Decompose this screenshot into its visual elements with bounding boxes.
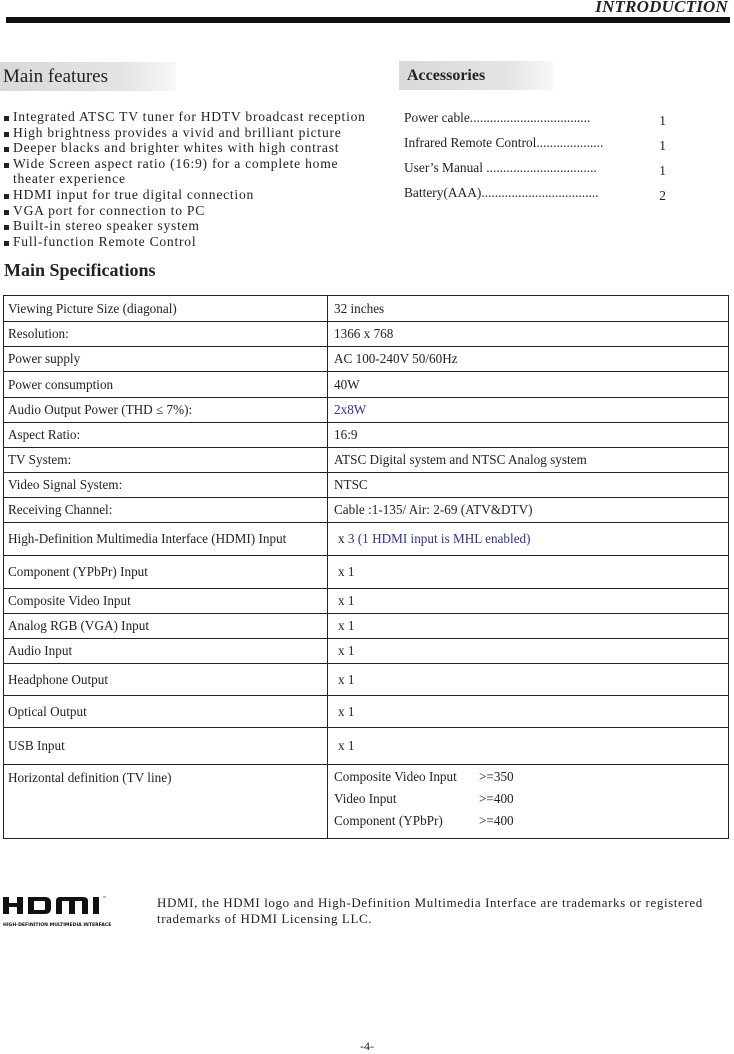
list-item: VGA port for connection to PC — [4, 203, 366, 219]
accessory-item: Power cable.................................... 1 — [404, 110, 666, 128]
accessory-item: User’s Manual ................................. 1 — [404, 160, 666, 178]
list-item: Full-function Remote Control — [4, 234, 366, 250]
table-row: Power supply AC 100-240V 50/60Hz — [4, 347, 729, 372]
list-item: High brightness provides a vivid and brilliant picture — [4, 125, 366, 141]
list-item: Wide Screen aspect ratio (16:9) for a complete home — [4, 156, 366, 172]
list-item-continuation: theater experience — [13, 171, 126, 187]
horizontal-line: Video Input >=400 — [334, 791, 514, 806]
bullet-icon — [4, 194, 9, 199]
table-row: Headphone Output x 1 — [4, 664, 729, 696]
features-list — [4, 109, 366, 249]
table-row: Horizontal definition (TV line) Composite Video Input >=350 Video Input >=400 Component (YPbPr) >=400 — [4, 765, 729, 839]
page-number: -4- — [360, 1039, 374, 1053]
table-row: Audio Input x 1 — [4, 639, 729, 664]
list-item: Deeper blacks and brighter whites with high contrast — [4, 140, 366, 156]
header-rule — [6, 17, 730, 23]
list-item: Built-in stereo speaker system — [4, 218, 366, 234]
specs-title: Main Specifications — [4, 260, 156, 280]
bullet-icon — [4, 132, 9, 137]
bullet-icon — [4, 147, 9, 152]
bullet-icon — [4, 116, 9, 121]
svg-text:HIGH-DEFINITION MULTIMEDIA INT: HIGH-DEFINITION MULTIMEDIA INTERFACE — [3, 923, 112, 928]
table-row: USB Input x 1 — [4, 728, 729, 765]
list-item: HDMI input for true digital connection — [4, 187, 366, 203]
svg-text:™: ™ — [102, 896, 107, 902]
table-row: Composite Video Input x 1 — [4, 589, 729, 614]
table-row: Resolution: 1366 x 768 — [4, 322, 729, 347]
section-title: INTRODUCTION — [589, 0, 728, 17]
table-row: Viewing Picture Size (diagonal) 32 inches — [4, 296, 729, 322]
accessory-item: Infrared Remote Control.................... 1 — [404, 135, 666, 153]
bullet-icon — [4, 225, 9, 230]
hdmi-logo — [3, 893, 127, 929]
features-title: Main features — [0, 62, 176, 91]
list-item: Integrated ATSC TV tuner for HDTV broadcast reception — [4, 109, 366, 125]
table-row: Analog RGB (VGA) Input x 1 — [4, 614, 729, 639]
trademark-text: HDMI, the HDMI logo and High-Definition Multimedia Interface are trademarks or registered trademarks of HDMI Licensing LLC. — [157, 895, 703, 926]
table-row: High-Definition Multimedia Interface (HDMI) Input x 3 (1 HDMI input is MHL enabled) — [4, 523, 729, 556]
table-row: Component (YPbPr) Input x 1 — [4, 556, 729, 589]
accessories-list — [404, 108, 666, 208]
table-row: Power consumption 40W — [4, 372, 729, 398]
bullet-icon — [4, 241, 9, 246]
table-row: Optical Output x 1 — [4, 696, 729, 728]
horizontal-line: Component (YPbPr) >=400 — [334, 813, 514, 828]
table-row: Receiving Channel: Cable :1-135/ Air: 2-69 (ATV&DTV) — [4, 498, 729, 523]
bullet-icon — [4, 210, 9, 215]
horizontal-line: Composite Video Input >=350 — [334, 769, 514, 784]
accessory-item: Battery(AAA)................................... 2 — [404, 185, 666, 203]
specs-table — [3, 295, 729, 839]
table-row: Audio Output Power (THD ≤ 7%): 2x8W — [4, 398, 729, 423]
accessories-title: Accessories — [399, 61, 553, 90]
table-row: Aspect Ratio: 16:9 — [4, 423, 729, 448]
table-row: Video Signal System: NTSC — [4, 473, 729, 498]
table-row: TV System: ATSC Digital system and NTSC Analog system — [4, 448, 729, 473]
bullet-icon — [4, 163, 9, 168]
